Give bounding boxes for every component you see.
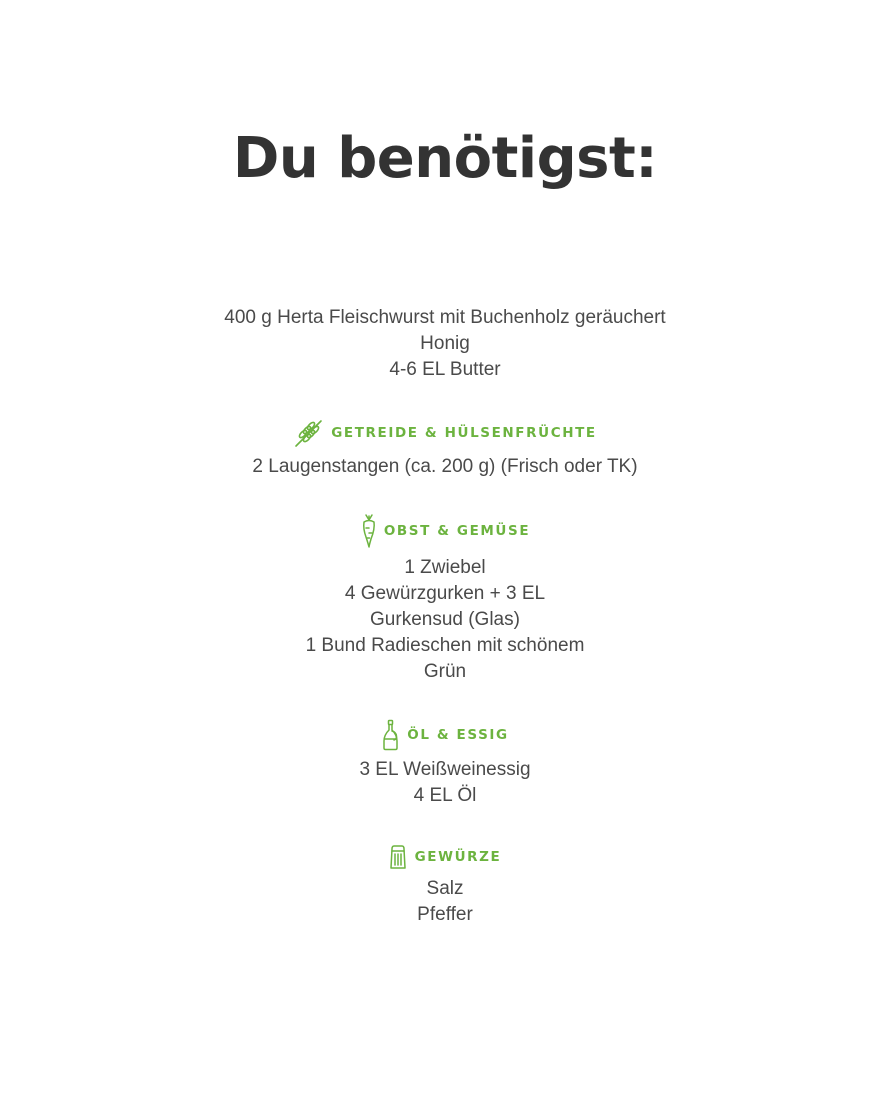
ingredient-item: 4 Gewürzgurken + 3 EL Gurkensud (Glas) [344,583,546,630]
category-label: GETREIDE & HÜLSENFRÜCHTE [331,425,597,441]
ingredient-item: 400 g Herta Fleischwurst mit Buchenholz geräuchert [224,307,666,328]
ingredient-item: 1 Bund Radieschen mit schönem Grün [305,635,585,682]
ingredient-item: Pfeffer [417,904,473,925]
salt-shaker-icon [389,844,407,870]
ingredient-item: 2 Laugenstangen (ca. 200 g) (Frisch oder TK) [252,456,638,477]
ungrouped-ingredient-list [0,305,890,383]
category-label: GEWÜRZE [414,849,502,865]
carrot-icon [360,513,378,549]
category-header-oel-essig [0,718,890,752]
category-header-gewuerze [0,840,890,874]
ingredient-item: 3 EL Weißweinessig [359,759,531,780]
ingredient-list-getreide [0,454,890,480]
ingredient-item: 4-6 EL Butter [389,359,501,380]
ingredient-item: 4 EL Öl [413,785,477,806]
ingredient-item: 1 Zwiebel [404,557,486,578]
category-label: OBST & GEMÜSE [383,523,531,539]
category-header-obst-gemuese [0,514,890,548]
oil-bottle-icon [381,719,401,751]
ingredient-list-gewuerze [0,876,890,928]
ingredient-item: Honig [420,333,470,354]
ingredient-list-obst-gemuese [0,555,890,685]
category-label: ÖL & ESSIG [407,727,509,743]
ingredient-item: Salz [426,878,464,899]
ingredient-list-oel-essig [0,757,890,809]
category-header-getreide [0,416,890,450]
grain-icon [293,418,323,448]
page-title: Du benötigst: [232,126,658,191]
